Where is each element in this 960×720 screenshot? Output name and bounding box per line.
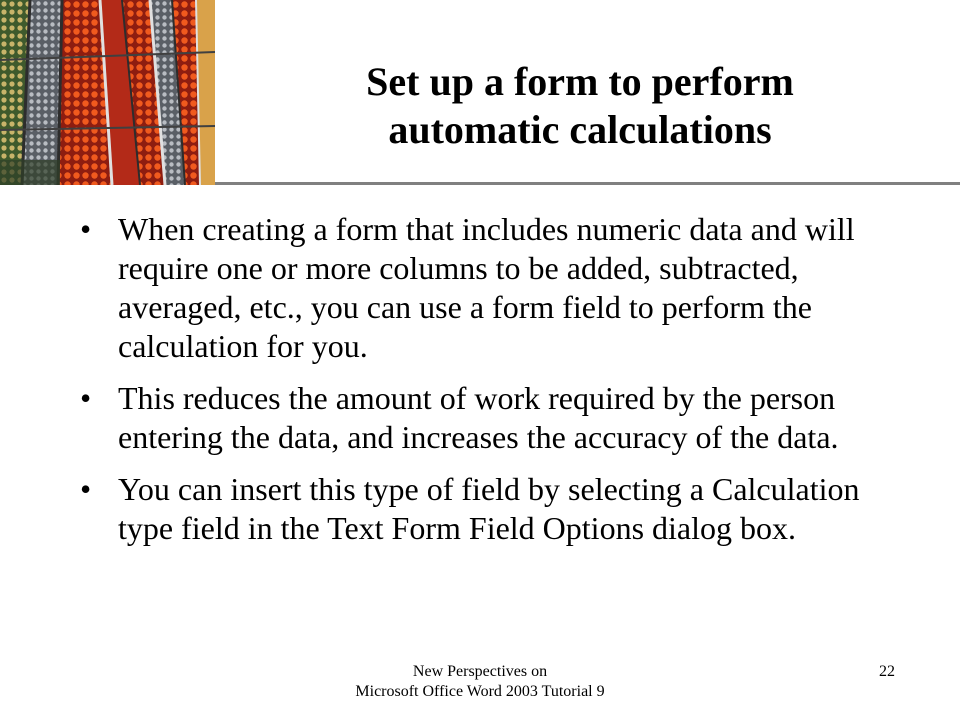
footer-line-1: New Perspectives on — [412, 663, 548, 680]
title-line-1: Set up a form to perform — [366, 59, 794, 104]
bullet-glyph: • — [80, 380, 92, 416]
bullet-glyph: • — [80, 471, 92, 507]
bullet-glyph: • — [80, 211, 92, 247]
title-line-2: automatic calculations — [388, 107, 772, 152]
bullet-item — [80, 210, 880, 366]
page-number: 22 — [879, 663, 895, 680]
bullet-item — [80, 379, 880, 457]
footer-line-2: Microsoft Office Word 2003 Tutorial 9 — [355, 683, 605, 700]
stained-glass-photo — [0, 0, 215, 185]
bullet-item — [80, 470, 880, 548]
slide-title — [255, 58, 905, 154]
footer-caption — [300, 662, 660, 702]
bullet-text: When creating a form that includes numeric data and will require one or more columns to be added, subtracted, averaged, etc., you can use a form field to perform the calculation for you. — [118, 211, 855, 364]
title-divider — [215, 182, 960, 185]
bullet-text: You can insert this type of field by selecting a Calculation type field in the Text Form Field Options dialog box. — [118, 471, 860, 546]
bullet-list — [80, 210, 880, 561]
bullet-text: This reduces the amount of work required by the person entering the data, and increases the accuracy of the data. — [118, 380, 839, 455]
